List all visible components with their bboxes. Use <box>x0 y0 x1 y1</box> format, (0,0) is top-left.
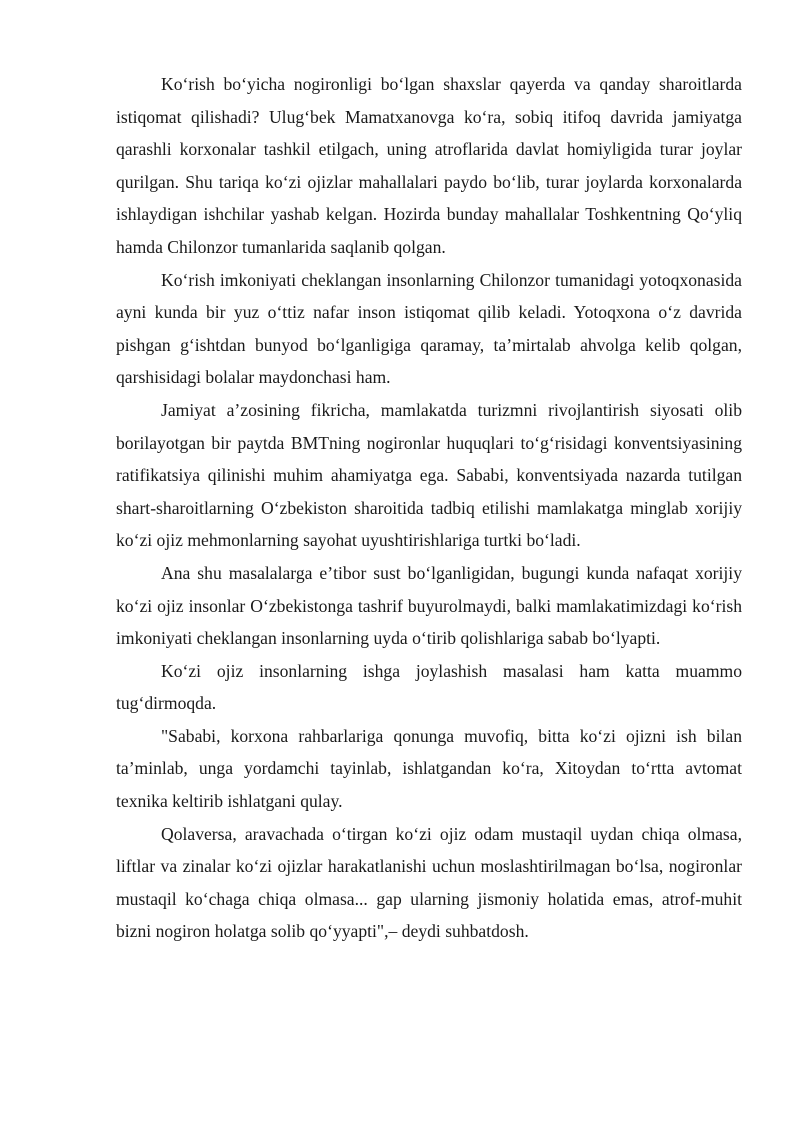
paragraph: Jamiyat aʼzosining fikricha, mamlakatda turizmni rivojlantirish siyosati olib borilayotgan bir paytda BMTning nogironlar huquqlari toʻgʻrisidagi konventsiyasining ratifikatsiya qilinishi muhim ahamiyatga ega. Sababi, konventsiyada nazarda tutilgan shart-sharoitlarning Oʻzbekiston sharoitida tadbiq etilishi mamlakatga minglab xorijiy koʻzi ojiz mehmonlarning sayohat uyushtirishlariga turtki boʻladi. <box>116 399 742 551</box>
paragraph: Koʻzi ojiz insonlarning ishga joylashish masalasi ham katta muammo tugʻdirmoqda. <box>116 660 742 714</box>
document-page <box>116 68 742 948</box>
paragraph: Koʻrish imkoniyati cheklangan insonlarning Chilonzor tumanidagi yotoqxonasida ayni kunda bir yuz oʻttiz nafar inson istiqomat qilib keladi. Yotoqxona oʻz davrida pishgan gʻishtdan bunyod boʻlganligiga qaramay, taʼmirtalab ahvolga kelib qolgan, qarshisidagi bolalar maydonchasi ham. <box>116 269 742 388</box>
paragraph: Koʻrish boʻyicha nogironligi boʻlgan shaxslar qayerda va qanday sharoitlarda istiqomat qilishadi? Ulugʻbek Mamatxanovga koʻra, sobiq itifoq davrida jamiyatga qarashli korxonalar tashkil etilgach, uning atroflarida davlat homiyligida turar joylar qurilgan. Shu tariqa koʻzi ojizlar mahallalari paydo boʻlib, turar joylarda korxonalarda ishlaydigan ishchilar yashab kelgan. Hozirda bunday mahallalar Toshkentning Qoʻyliq hamda Chilonzor tumanlarida saqlanib qolgan. <box>116 74 742 257</box>
paragraph: "Sababi, korxona rahbarlariga qonunga muvofiq, bitta koʻzi ojizni ish bilan taʼminlab, unga yordamchi tayinlab, ishlatgandan koʻra, Xitoydan toʻrtta avtomat texnika keltirib ishlatgani qulay. <box>116 725 742 812</box>
paragraph: Qolaversa, aravachada oʻtirgan koʻzi ojiz odam mustaqil uydan chiqa olmasa, liftlar va zinalar koʻzi ojizlar harakatlanishi uchun moslashtirilmagan boʻlsa, nogironlar mustaqil koʻchaga chiqa olmasa... gap ularning jismoniy holatida emas, atrof-muhit bizni nogiron holatga solib qoʻyyapti",– deydi suhbatdosh. <box>116 823 742 942</box>
paragraph: Ana shu masalalarga eʼtibor sust boʻlganligidan, bugungi kunda nafaqat xorijiy koʻzi ojiz insonlar Oʻzbekistonga tashrif buyurolmaydi, balki mamlakatimizdagi koʻrish imkoniyati cheklangan insonlarning uyda oʻtirib qolishlariga sabab boʻlyapti. <box>116 562 742 649</box>
